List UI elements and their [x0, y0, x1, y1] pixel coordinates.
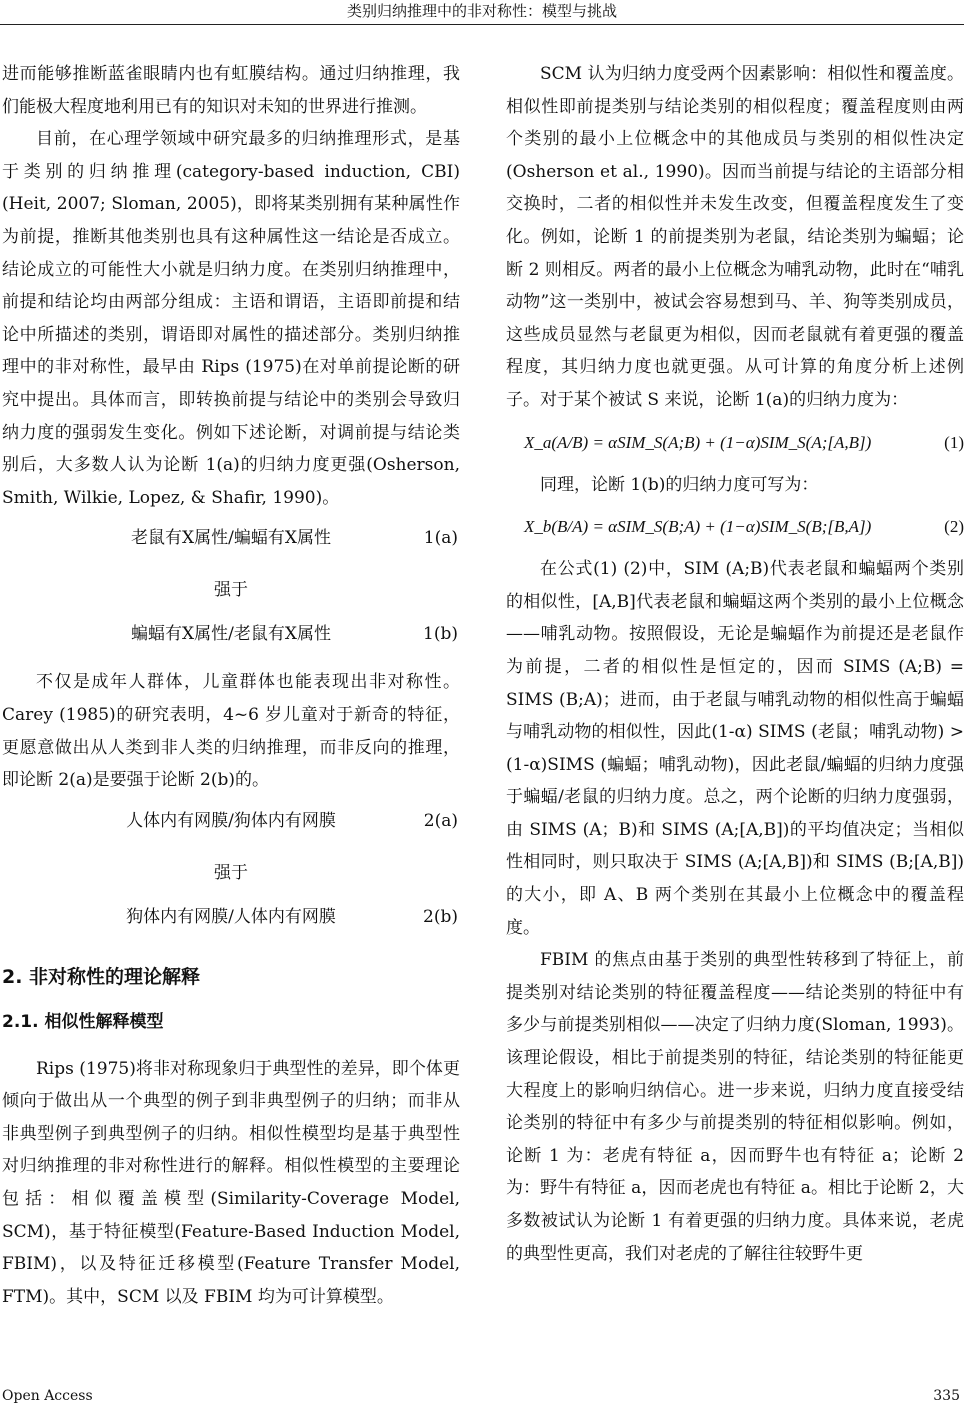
argument-number: 2(a) [423, 810, 458, 831]
argument-text: 人体内有网膜/狗体内有网膜 [126, 810, 336, 831]
footer-open-access: Open Access [2, 1388, 93, 1404]
subsection-heading: 2.1. 相似性解释模型 [2, 1011, 164, 1032]
argument-text: 狗体内有网膜/人体内有网膜 [126, 906, 336, 927]
formula-text: X_b(B/A) = αSIM_S(B;A) + (1−α)SIM_S(B;[B,A]) [524, 517, 872, 537]
paragraph: 目前，在心理学领域中研究最多的归纳推理形式，是基于类别的归纳推理(category-based induction, CBI) (Heit, 2007; Sloman, 2005)，即将某类别拥有某种属性作为前提，推断其他类别也具有这种属性这一结论是否成立。结论成立的可能性大小就是归纳力度。在类别归纳推理中，前提和结论均由两部分组成：主语和谓语，主语即前提和结论中所描述的类别，谓语即对属性的描述部分。类别归纳推理中的非对称性，最早由 Rips (1975)在对单前提论断的研究中提出。具体而言，即转换前提与结论中的类别会导致归纳力度的强弱发生变化。例如下述论断，对调前提与结论类别后，大多数人认为论断 1(a)的归纳力度更强(Osherson, Smith, Wilkie, Lopez, & Shafir, 1990)。 [2, 129, 460, 508]
argument-2b [2, 901, 460, 941]
argument-number: 2(b) [423, 906, 458, 927]
formula-text: X_a(A/B) = αSIM_S(A;B) + (1−α)SIM_S(A;[A,B]) [524, 432, 872, 452]
section-heading: 2. 非对称性的理论解释 [2, 965, 201, 988]
paragraph: 在公式(1) (2)中，SIM (A;B)代表老鼠和蝙蝠两个类别的相似性，[A,B]代表老鼠和蝙蝠这两个类别的最小上位概念——哺乳动物。按照假设，无论是蝙蝠作为前提还是老鼠作为前提，二者的相似性是恒定的，因而 SIMS (A;B) = SIMS (B;A)；进而，由于老鼠与哺乳动物的相似性高于蝙蝠与哺乳动物的相似性，因此(1-α) SIMS (老鼠；哺乳动物) > (1-α)SIMS (蝙蝠；哺乳动物)，因此老鼠/蝙蝠的归纳力度强于蝙蝠/老鼠的归纳力度。总之，两个论断的归纳力度强弱，由 SIMS (A；B)和 SIMS (A;[A,B])的平均值决定；当相似性相同时，则只取决于 SIMS (A;[A,B])和 SIMS (B;[A,B])的大小，即 A、B 两个类别在其最小上位概念中的覆盖程度。 [506, 559, 964, 938]
stronger-than: 强于 [214, 862, 248, 883]
argument-2a [2, 805, 460, 845]
paragraph: Rips (1975)将非对称现象归于典型性的差异，即个体更倾向于做出从一个典型的例子到非典型例子的归纳；而非从非典型例子到典型例子的归纳。相似性模型均是基于典型性对归纳推理的非对称性进行的解释。相似性模型的主要理论包括：相似覆盖模型(Similarity-Coverage Model, SCM)，基于特征模型(Feature-Based Induction Model, FBIM)，以及特征迁移模型(Feature Transfer Model, FTM)。其中，SCM 以及 FBIM 均为可计算模型。 [2, 1058, 460, 1307]
argument-1a [2, 522, 460, 562]
argument-number: 1(b) [423, 624, 458, 645]
argument-text: 老鼠有X属性/蝙蝠有X属性 [131, 528, 331, 549]
paragraph: 同理，论断 1(b)的归纳力度可写为： [540, 474, 819, 495]
stronger-than: 强于 [214, 580, 248, 601]
formula-1 [506, 423, 964, 463]
argument-1b [2, 618, 460, 658]
paragraph: 不仅是成年人群体，儿童群体也能表现出非对称性。Carey (1985)的研究表明，4~6 岁儿童对于新奇的特征，更愿意做出从人类到非人类的归纳推理，而非反向的推理，即论断 2(a)是要强于论断 2(b)的。 [2, 672, 460, 791]
right-column [506, 58, 964, 1270]
paragraph: FBIM 的焦点由基于类别的典型性转移到了特征上，前提类别对结论类别的特征覆盖程度——结论类别的特征中有多少与前提类别相似——决定了归纳力度(Sloman, 1993)。该理论假设，相比于前提类别的特征，结论类别的特征能更大程度上的影响归纳信心。进一步来说，归纳力度直接受结论类别的特征中有多少与前提类别的特征相似影响。例如，论断 1 为：老虎有特征 a，因而野牛也有特征 a；论断 2 为：野牛有特征 a，因而老虎也有特征 a。相比于论断 2，大多数被试认为论断 1 有着更强的归纳力度。具体来说，老虎的典型性更高，我们对老虎的了解往往较野牛更 [506, 950, 964, 1264]
header-rule [0, 24, 964, 25]
formula-number: (1) [944, 432, 964, 452]
running-header: 类别归纳推理中的非对称性：模型与挑战 [346, 2, 617, 20]
page-number: 335 [933, 1388, 960, 1404]
argument-text: 蝙蝠有X属性/老鼠有X属性 [131, 624, 331, 645]
left-column [2, 58, 460, 1313]
formula-number: (2) [944, 517, 964, 537]
argument-number: 1(a) [423, 528, 458, 549]
paragraph: 进而能够推断蓝雀眼睛内也有虹膜结构。通过归纳推理，我们能极大程度地利用已有的知识对未知的世界进行推测。 [2, 64, 460, 117]
paragraph: SCM 认为归纳力度受两个因素影响：相似性和覆盖度。相似性即前提类别与结论类别的相似程度；覆盖程度则由两个类别的最小上位概念中的其他成员与类别的相似性决定(Osherson et al., 1990)。因而当前提与结论的主语部分相交换时，二者的相似性并未发生改变，但覆盖程度发生了变化。例如，论断 1 的前提类别为老鼠，结论类别为蝙蝠；论断 2 则相反。两者的最小上位概念为哺乳动物，此时在“哺乳动物”这一类别中，被试会容易想到马、羊、狗等类别成员，这些成员显然与老鼠更为相似，因而老鼠就有着更强的覆盖程度，其归纳力度也就更强。从可计算的角度分析上述例子。对于某个被试 S 来说，论断 1(a)的归纳力度为： [506, 64, 964, 410]
formula-2 [506, 507, 964, 547]
